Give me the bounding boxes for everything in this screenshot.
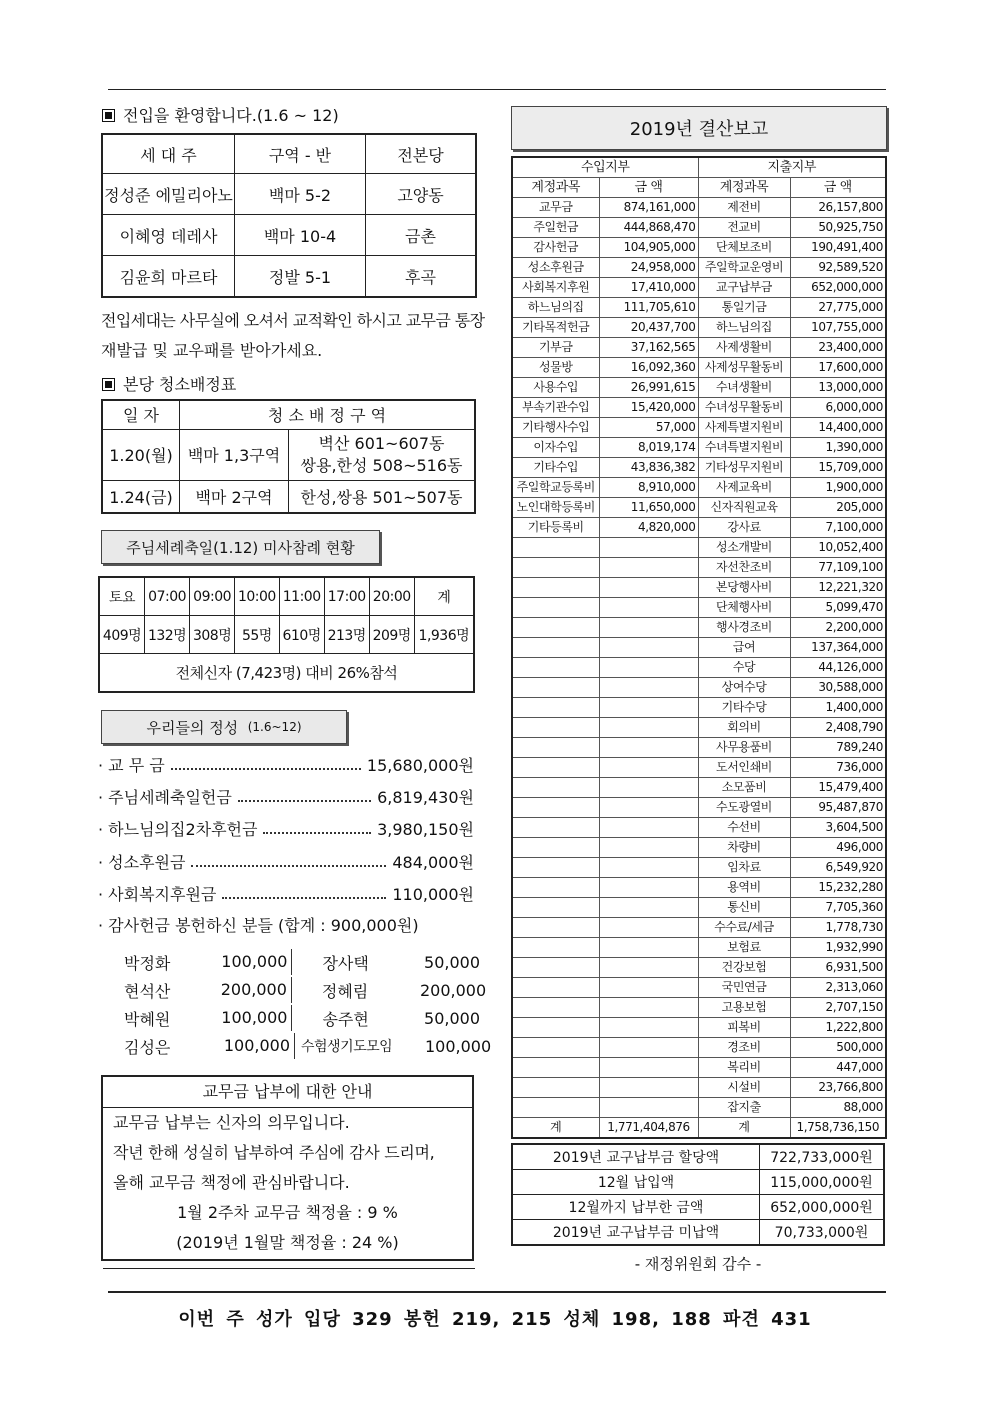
welcome-table	[101, 133, 477, 298]
table-row: 국민연금 2,313,060	[512, 978, 886, 998]
thanks-grid	[112, 948, 492, 1060]
table-row: 성물방 16,092,360 사제성무활동비 17,600,000	[512, 358, 886, 378]
table-row: 정성준 에밀리아노 백마 5-2 고양동	[102, 174, 476, 215]
square-bullet-icon	[102, 378, 115, 391]
welcome-title: 전입을 환영합니다.(1.6 ~ 12)	[102, 103, 339, 126]
table-row: 상여수당 30,588,000	[512, 678, 886, 698]
table-row: 수선비 3,604,500	[512, 818, 886, 838]
table-row: 감사헌금 104,905,000 단체보조비 190,491,400	[512, 238, 886, 258]
table-row: 단체행사비 5,099,470	[512, 598, 886, 618]
table-row: 도서인쇄비 736,000	[512, 758, 886, 778]
table-row: 시설비 23,766,800	[512, 1078, 886, 1098]
table-row: 2019년 교구납부금 미납액 70,733,000원	[512, 1220, 884, 1246]
table-row: 기타행사수입 57,000 사제특별지원비 14,400,000	[512, 418, 886, 438]
table-row: 고용보험 2,707,150	[512, 998, 886, 1018]
list-item: · 하느님의집2차후헌금 3,980,150원	[98, 819, 474, 839]
cleaning-table	[101, 399, 476, 514]
table-row: 전체신자 (7,423명) 대비 26%참석	[99, 654, 474, 693]
table-row: 이혜영 데레사 백마 10-4 금촌	[102, 215, 476, 256]
hymn-line: 이번 주 성가 입당 329 봉헌 219, 215 성체 198, 188 파견 431	[178, 1309, 812, 1330]
thanks-title: · 감사헌금 봉헌하신 분들 (합계 : 900,000원)	[98, 916, 419, 935]
table-row: 교무금 874,161,000 제전비 26,157,800	[512, 198, 886, 218]
table-row: 급여 137,364,000	[512, 638, 886, 658]
table-row: 기타수입 43,836,382 기타성무지원비 15,709,000	[512, 458, 886, 478]
summary-table	[511, 1143, 885, 1246]
table-row: 본당행사비 12,221,320	[512, 578, 886, 598]
table-row: 1.24(금) 백마 2구역 한성,쌍용 501~507동	[102, 480, 475, 513]
table-row: 주일학교등록비 8,910,000 사제교육비 1,900,000	[512, 478, 886, 498]
table-row: 12월까지 납부한 금액 652,000,000원	[512, 1195, 884, 1220]
table-row: 수당 44,126,000	[512, 658, 886, 678]
table-row: 현석산 200,000 정혜림 200,000	[112, 976, 480, 1004]
square-bullet-icon	[102, 109, 115, 122]
table-row: 회의비 2,408,790	[512, 718, 886, 738]
total-row: 계 1,771,404,876 계 1,758,736,150	[512, 1118, 886, 1139]
table-row: 통신비 7,705,360	[512, 898, 886, 918]
table-header-row: 토요 07:00 09:00 10:00 11:00 17:00 20:00 계	[99, 577, 474, 616]
top-rule	[108, 89, 886, 90]
list-item: · 교 무 금 15,680,000원	[98, 755, 474, 775]
table-row: 김윤희 마르타 정발 5-1 후곡	[102, 256, 476, 298]
table-row: 사무용품비 789,240	[512, 738, 886, 758]
table-row: 보험료 1,932,990	[512, 938, 886, 958]
table-row: 주일헌금 444,868,470 전교비 50,925,750	[512, 218, 886, 238]
table-row: 경조비 500,000	[512, 1038, 886, 1058]
table-row: 기타목적헌금 20,437,700 하느님의집 107,755,000	[512, 318, 886, 338]
table-row: 임차료 6,549,920	[512, 858, 886, 878]
mass-title: 주님세례축일(1.12) 미사참례 현황	[101, 530, 380, 564]
list-item: · 사회복지후원금 110,000원	[98, 884, 474, 904]
table-row: 자선찬조비 77,109,100	[512, 558, 886, 578]
table-header-row: 계정과목 금 액 계정과목 금 액	[512, 178, 886, 198]
table-header-row	[102, 134, 476, 174]
table-row: 복리비 447,000	[512, 1058, 886, 1078]
table-row: 잡지출 88,000	[512, 1098, 886, 1118]
table-row: 사회복지후원 17,410,000 교구납부금 652,000,000	[512, 278, 886, 298]
table-row: 기타등록비 4,820,000 강사료 7,100,000	[512, 518, 886, 538]
table-row: 하느님의집 111,705,610 통일기금 27,775,000	[512, 298, 886, 318]
table-row: 2019년 교구납부금 할당액 722,733,000원	[512, 1144, 884, 1170]
table-row: 이자수입 8,019,174 수녀특별지원비 1,390,000	[512, 438, 886, 458]
settlement-footer: - 재정위원회 감수 -	[634, 1255, 762, 1273]
table-row: 부속기관수입 15,420,000 수녀성무활동비 6,000,000	[512, 398, 886, 418]
bottom-rule	[103, 1268, 475, 1269]
table-row: 소모품비 15,479,400	[512, 778, 886, 798]
table-row: 수수료/세금 1,778,730	[512, 918, 886, 938]
table-row: 409명 132명 308명 55명 610명 213명 209명 1,936명	[99, 616, 474, 654]
cleaning-title: 본당 청소배정표	[102, 372, 236, 395]
table-row: 피복비 1,222,800	[512, 1018, 886, 1038]
table-row: 차량비 496,000	[512, 838, 886, 858]
header-cell: 세 대 주	[102, 134, 235, 174]
table-row: 기타수당 1,400,000	[512, 698, 886, 718]
footer-rule	[108, 1291, 886, 1293]
table-row: 성소개발비 10,052,400	[512, 538, 886, 558]
list-item: · 성소후원금 484,000원	[98, 852, 474, 872]
table-row: 사용수입 26,991,615 수녀생활비 13,000,000	[512, 378, 886, 398]
table-row: 성소후원금 24,958,000 주일학교운영비 92,589,520	[512, 258, 886, 278]
table-row: 노인대학등록비 11,650,000 신자직원교육 205,000	[512, 498, 886, 518]
notice-box: 교무금 납부에 대한 안내 교무금 납부는 신자의 의무입니다. 작년 한해 성실히 납부하여 주심에 감사 드리며, 올해 교무금 책정에 관심바랍니다. 1월 2주차 교무금 책정율 : 9 % (2019년 1월말 책정율 : 24 %)	[101, 1075, 474, 1261]
header-cell: 구역 - 반	[235, 134, 366, 174]
table-row: 김성은 100,000 수험생기도모임 100,000	[112, 1032, 480, 1060]
table-row: 12월 납입액 115,000,000원	[512, 1170, 884, 1195]
notice-title: 교무금 납부에 대한 안내	[103, 1077, 472, 1108]
table-header-row: 수입지부 지출지부	[512, 157, 886, 178]
offerings-title: 우리들의 정성 (1.6~12)	[101, 710, 347, 744]
settlement-body	[512, 157, 886, 1138]
table-row: 행사경조비 2,200,000	[512, 618, 886, 638]
list-item: · 주님세례축일헌금 6,819,430원	[98, 787, 474, 807]
table-row: 기부금 37,162,565 사제생활비 23,400,000	[512, 338, 886, 358]
mass-attendance-table	[98, 576, 475, 693]
table-row: 수도광열비 95,487,870	[512, 798, 886, 818]
table-row: 건강보험 6,931,500	[512, 958, 886, 978]
table-row: 1.20(월) 백마 1,3구역 벽산 601~607동 쌍용,한성 508~516동	[102, 429, 475, 480]
table-row: 박정화 100,000 장사택 50,000	[112, 948, 480, 976]
header-cell: 전본당	[366, 134, 477, 174]
table-row: 박혜원 100,000 송주현 50,000	[112, 1004, 480, 1032]
settlement-title: 2019년 결산보고	[511, 106, 887, 150]
table-header-row: 일 자 청 소 배 정 구 역	[102, 400, 475, 429]
table-row: 용역비 15,232,280	[512, 878, 886, 898]
settlement-table	[511, 156, 887, 1139]
welcome-note: 전입세대는 사무실에 오셔서 교적확인 하시고 교무금 통장 재발급 및 교우패를 받아가세요.	[101, 311, 485, 360]
